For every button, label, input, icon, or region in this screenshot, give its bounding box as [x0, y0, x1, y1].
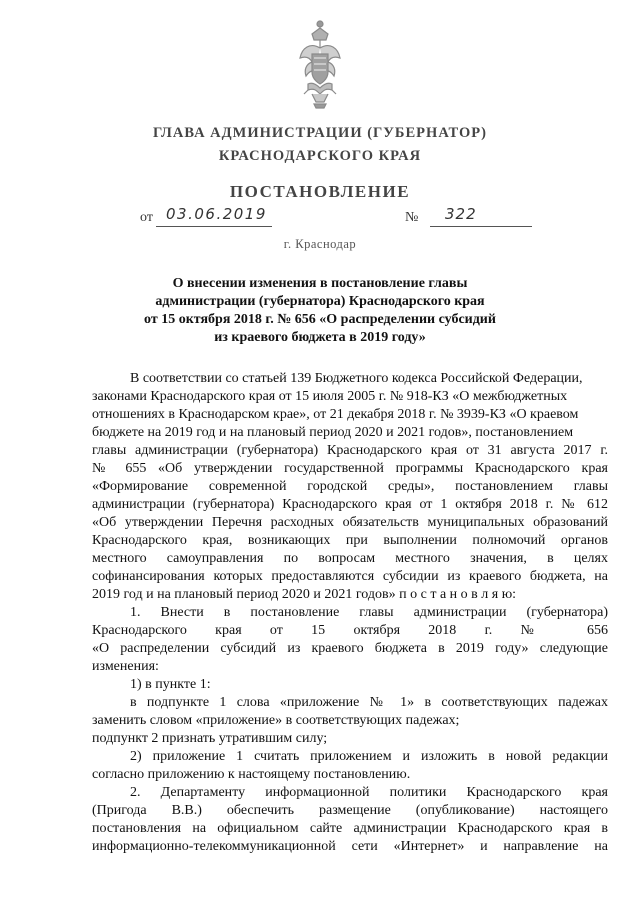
decree-date: 03.06.2019: [166, 205, 267, 223]
body-line: администрации (губернатора) Краснодарского края от 1 октября 2018 г. № 612: [92, 497, 608, 512]
body-line: «О распределении субсидий из краевого бюджета в 2019 году» следующие: [92, 641, 608, 656]
body-line: заменить словом «приложение» в соответствующих падежах;: [92, 713, 460, 728]
body-line: местного самоуправления по вопросам местного значения, в целях: [92, 551, 608, 566]
subject-line: О внесении изменения в постановление главы: [172, 276, 468, 291]
body-line: (Пригода В.В.) обеспечить размещение (опубликование) настоящего: [92, 803, 608, 818]
body-line: согласно приложению к настоящему постановлению.: [92, 767, 411, 782]
number-underline: [430, 226, 532, 227]
body-line: в подпункте 1 слова «приложение № 1» в соответствующих падежах: [130, 695, 608, 710]
body-line: «Формирование современной городской среды», постановлением главы: [92, 479, 608, 494]
body-line: постановления на официальном сайте администрации Краснодарского края в: [92, 821, 608, 836]
decree-number: 322: [445, 205, 477, 223]
date-underline: [156, 226, 272, 227]
body-line: 1) в пункте 1:: [130, 677, 211, 692]
city-label: г. Краснодар: [283, 237, 357, 251]
body-line: бюджете на 2019 год и на плановый период 2020 и 2021 годов», постановлением: [92, 425, 574, 440]
subject-line: администрации (губернатора) Краснодарского края: [155, 294, 485, 309]
body-line: Краснодарского края, возникающих при выполнении полномочий органов: [92, 533, 608, 548]
coat-of-arms-icon: [296, 18, 344, 110]
body-line: Краснодарского края от 15 октября 2018 г. № 656: [92, 623, 608, 638]
subject-line: от 15 октября 2018 г. № 656 «О распределении субсидий: [144, 312, 496, 327]
body-line: 2. Департаменту информационной политики Краснодарского края: [130, 785, 608, 800]
decree-title: ПОСТАНОВЛЕНИЕ: [229, 182, 411, 201]
region-title: КРАСНОДАРСКОГО КРАЯ: [218, 148, 422, 164]
body-line: «Об утверждении Перечня расходных обязательств муниципальных образований: [92, 515, 608, 530]
subject-line: из краевого бюджета в 2019 году»: [214, 330, 426, 345]
number-label: №: [405, 210, 419, 225]
body-line: подпункт 2 признать утратившим силу;: [92, 731, 328, 746]
body-line: отношениях в Краснодарском крае», от 21 декабря 2018 г. № 3939-КЗ «О краевом: [92, 407, 579, 422]
body-line: законами Краснодарского края от 15 июля 2005 г. № 918-КЗ «О межбюджетных: [92, 389, 568, 404]
decree-body: [92, 370, 608, 856]
body-line: главы администрации (губернатора) Краснодарского края от 31 августа 2017 г.: [92, 443, 608, 458]
body-line: изменения:: [92, 659, 159, 674]
date-label: от: [140, 210, 153, 225]
decree-subject: [130, 275, 510, 347]
body-line: 2) приложение 1 считать приложением и изложить в новой редакции: [130, 749, 608, 764]
authority-title: ГЛАВА АДМИНИСТРАЦИИ (ГУБЕРНАТОР): [153, 125, 487, 141]
body-line: В соответствии со статьей 139 Бюджетного кодекса Российской Федерации,: [130, 371, 583, 386]
body-line: 1. Внести в постановление главы администрации (губернатора): [130, 605, 608, 620]
body-line: 2019 год и на плановый период 2020 и 2021 годов» п о с т а н о в л я ю:: [92, 587, 517, 602]
body-line: информационно-телекоммуникационной сети «Интернет» и направление на: [92, 839, 608, 854]
body-line: № 655 «Об утверждении государственной программы Краснодарского края: [92, 461, 608, 476]
body-line: софинансирования которых предоставляются субсидии из краевого бюджета, на: [92, 569, 608, 584]
